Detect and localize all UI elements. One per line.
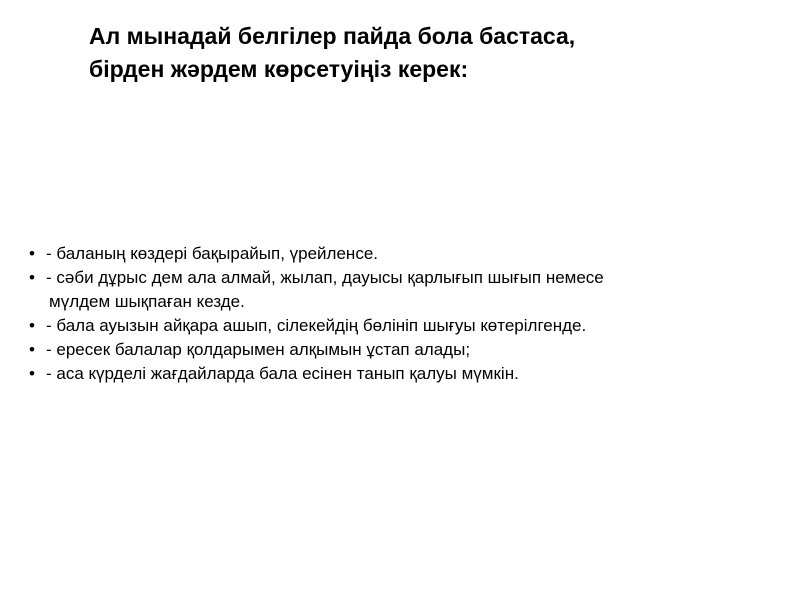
bullet-marker: • — [29, 364, 35, 383]
title-line-2: бірден жәрдем көрсетуіңіз керек: — [89, 56, 469, 82]
title-line-1: Ал мынадай белгілер пайда бола бастаса, — [89, 23, 576, 49]
bullet-item-3 — [29, 314, 789, 338]
bullet-marker: • — [29, 316, 35, 335]
bullet-list — [29, 242, 789, 386]
bullet-text: - аса күрделі жағдайларда бала есінен танып қалуы мүмкін. — [46, 364, 519, 383]
bullet-text: - бала ауызын айқара ашып, сілекейдің бөлініп шығуы көтерілгенде. — [46, 316, 587, 335]
bullet-marker: • — [29, 244, 35, 263]
bullet-item-2 — [29, 266, 789, 314]
bullet-item-5 — [29, 362, 789, 386]
bullet-item-1 — [29, 242, 789, 266]
bullet-text-continuation: мүлдем шықпаған кезде. — [49, 292, 245, 311]
bullet-text: - баланың көздері бақырайып, үрейленсе. — [46, 244, 378, 263]
bullet-marker: • — [29, 340, 35, 359]
bullet-text: - ересек балалар қолдарымен алқымын ұстап алады; — [46, 340, 471, 359]
slide-title — [89, 20, 789, 86]
bullet-marker: • — [29, 268, 35, 287]
bullet-item-4 — [29, 338, 789, 362]
bullet-text: - сәби дұрыс дем ала алмай, жылап, дауысы қарлығып шығып немесе — [46, 268, 604, 287]
